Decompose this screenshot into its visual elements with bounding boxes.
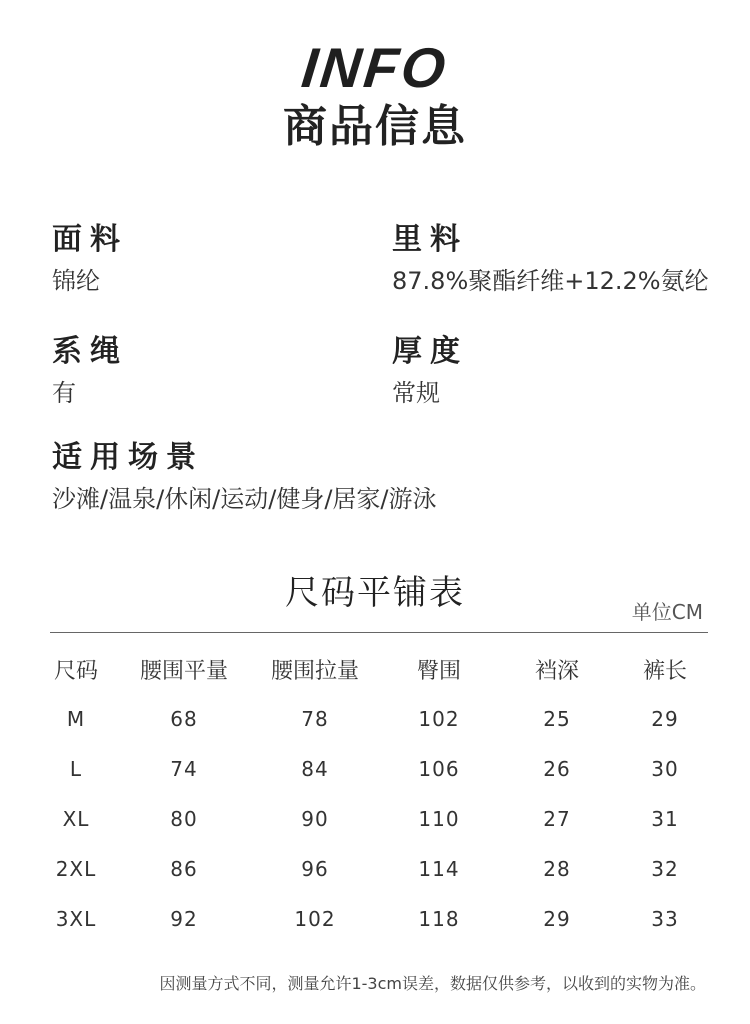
- attr-drawstring: [52, 332, 128, 410]
- table-cell: 96: [301, 857, 329, 881]
- table-cell: 102: [418, 707, 460, 731]
- table-cell: 106: [418, 757, 460, 781]
- attr-drawstring-value: 有: [52, 379, 76, 407]
- page-header: [0, 38, 750, 154]
- table-cell: 26: [543, 757, 571, 781]
- header-hip: 臀围: [416, 658, 461, 684]
- table-cell: 90: [301, 807, 329, 831]
- attr-thickness-label: 厚度: [392, 334, 468, 369]
- attr-lining-label: 里料: [392, 222, 468, 257]
- table-row: [40, 744, 720, 794]
- table-cell: 110: [418, 807, 460, 831]
- header-rise: 裆深: [534, 658, 579, 684]
- measurement-note: 因测量方式不同，测量允许1-3cm误差，数据仅供参考，以收到的实物为准。: [159, 974, 706, 993]
- table-row: [40, 844, 720, 894]
- table-cell: 27: [543, 807, 571, 831]
- attr-lining-value: 87.8%聚酯纤维+12.2%氨纶: [392, 267, 709, 295]
- attr-fabric-value: 锦纶: [52, 267, 100, 295]
- attr-thickness-value: 常规: [392, 379, 440, 407]
- table-cell: 118: [418, 907, 460, 931]
- table-cell: 25: [543, 707, 571, 731]
- attr-lining: [392, 220, 709, 298]
- table-cell: 30: [651, 757, 679, 781]
- page-title: 商品信息: [283, 101, 467, 152]
- table-cell: 80: [170, 807, 198, 831]
- attr-fabric-label: 面料: [52, 222, 128, 257]
- table-row: [40, 794, 720, 844]
- size-table: [40, 644, 720, 944]
- attr-thickness: [392, 332, 468, 410]
- table-cell: M: [66, 707, 86, 731]
- header-size: 尺码: [53, 658, 98, 684]
- table-cell: XL: [62, 807, 90, 831]
- table-cell: 84: [301, 757, 329, 781]
- table-header-row: [40, 644, 720, 694]
- attr-scenarios-label: 适用场景: [52, 440, 204, 475]
- size-chart-title: 尺码平铺表: [285, 573, 465, 613]
- table-cell: 2XL: [55, 857, 97, 881]
- table-cell: 3XL: [55, 907, 97, 931]
- table-cell: 68: [170, 707, 198, 731]
- table-cell: 78: [301, 707, 329, 731]
- attr-scenarios-value: 沙滩/温泉/休闲/运动/健身/居家/游泳: [52, 485, 437, 513]
- attr-drawstring-label: 系绳: [52, 334, 128, 369]
- table-cell: 28: [543, 857, 571, 881]
- header-waist-stretched: 腰围拉量: [270, 658, 359, 684]
- table-cell: 29: [651, 707, 679, 731]
- table-row: [40, 694, 720, 744]
- table-cell: 31: [651, 807, 679, 831]
- table-cell: 102: [294, 907, 336, 931]
- table-cell: 33: [651, 907, 679, 931]
- table-cell: 86: [170, 857, 198, 881]
- table-cell: 29: [543, 907, 571, 931]
- table-cell: 92: [170, 907, 198, 931]
- table-cell: 74: [170, 757, 198, 781]
- table-cell: L: [69, 757, 83, 781]
- attr-scenarios: [52, 438, 437, 516]
- size-chart-unit: 单位CM: [631, 600, 703, 624]
- header-waist-flat: 腰围平量: [139, 658, 228, 684]
- table-cell: 32: [651, 857, 679, 881]
- attr-fabric: [52, 220, 128, 298]
- info-heading: INFO: [298, 36, 452, 99]
- size-chart-divider: [50, 632, 708, 633]
- header-length: 裤长: [642, 658, 687, 684]
- table-row: [40, 894, 720, 944]
- table-cell: 114: [418, 857, 460, 881]
